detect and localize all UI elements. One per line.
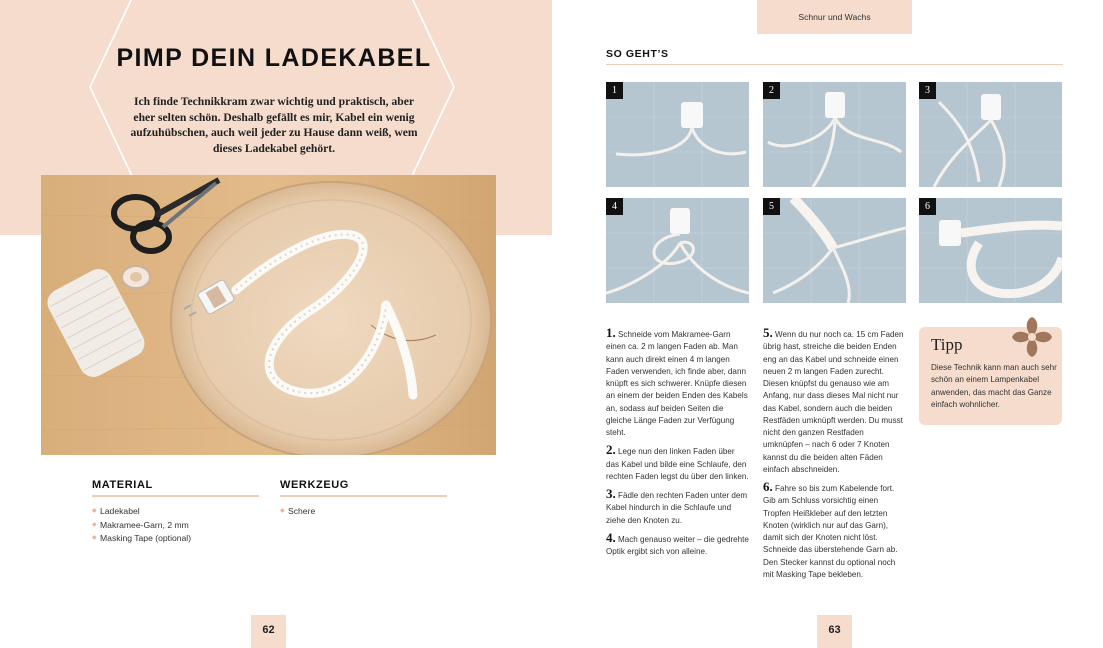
step-photo-2 — [763, 82, 906, 187]
material-item: ◆ Makramee-Garn, 2 mm — [92, 519, 259, 533]
step-5 — [763, 327, 906, 476]
flower-icon — [1011, 316, 1053, 358]
material-section — [92, 479, 259, 546]
tipp-title: Tipp — [931, 335, 963, 354]
step-number: 6. — [763, 479, 773, 494]
step-photo-number: 5 — [763, 198, 780, 215]
step-text: Mach genauso weiter – die gedrehte Optik ergibt sich von alleine. — [606, 534, 749, 556]
tipp-text: Diese Technik kann man auch sehr schön an einem Lampenkabel anwenden, das macht das Ganze einfach wohnlicher. — [931, 363, 1057, 409]
step-1 — [606, 327, 749, 439]
step-photo-number: 3 — [919, 82, 936, 99]
werkzeug-item: ◆ Schere — [280, 505, 447, 519]
werkzeug-section — [280, 479, 447, 519]
step-photo-4 — [606, 198, 749, 303]
step-photo-number: 4 — [606, 198, 623, 215]
step-photo-5 — [763, 198, 906, 303]
steps-column-2 — [763, 327, 906, 586]
step-4 — [606, 529, 749, 559]
step-photo-number: 2 — [763, 82, 780, 99]
step-text: Fädle den rechten Faden unter dem Kabel hindurch in die Schlaufe und ziehe den Knoten zu. — [606, 491, 748, 525]
material-item: ◆ Masking Tape (optional) — [92, 532, 259, 546]
step-3 — [606, 488, 749, 527]
step-photo-number: 1 — [606, 82, 623, 99]
material-heading: MATERIAL — [92, 479, 259, 497]
intro-text: Ich finde Technikkram zwar wichtig und praktisch, aber eher selten schön. Deshalb gefällt es mir, Kabel ein wenig aufzuhübschen, auch weil jeder zu Hause dann weiß, wem dieses Ladekabel gehört. — [130, 95, 418, 155]
step-number: 3. — [606, 486, 616, 501]
step-number: 4. — [606, 529, 616, 545]
step-text: Lege nun den linken Faden über das Kabel und bilde eine Schlaufe, den rechten Faden legst du über den linken. — [606, 447, 749, 481]
werkzeug-heading: WERKZEUG — [280, 479, 447, 497]
step-number: 5. — [763, 325, 773, 340]
werkzeug-list — [280, 505, 447, 519]
page-number-left: 62 — [251, 615, 286, 648]
step-photo-1 — [606, 82, 749, 187]
step-6 — [763, 481, 906, 581]
chapter-tab: Schnur und Wachs — [757, 0, 912, 34]
section-heading: SO GEHT’S — [606, 48, 1063, 65]
steps-column-1 — [606, 327, 749, 563]
step-photo-6 — [919, 198, 1062, 303]
tipp-box — [919, 327, 1062, 425]
page-number-right: 63 — [817, 615, 852, 648]
step-text: Schneide vom Makramee-Garn einen ca. 2 m langen Faden ab. Man kann auch direkt einen 4 m langen Faden verwenden, ich finde aber, dann knüpft es sich schwerer. Knüpfe diesen an einem der beiden Enden des Kabels an, sodass auf beiden Seiten die gleiche Länge Faden zur Verfügung steht. — [606, 330, 748, 437]
page-title: PIMP DEIN LADEKABEL — [116, 44, 432, 72]
step-photo-3 — [919, 82, 1062, 187]
step-text: Wenn du nur noch ca. 15 cm Faden übrig hast, streiche die beiden Enden eng an das Kabel und schneide einen neuen 2 m langen Faden zurecht. Diesen knüpfst du genauso wie am Anfang, nur dass dieses Mal nicht nur das Kabel, sondern auch die beiden Restfäden umknüpft werden. Du musst nicht den ganzen Restfaden umknüpfen – nach 6 oder 7 Knoten kannst du die beiden alten Fäden einfach abschneiden. — [763, 330, 904, 474]
step-number: 2. — [606, 442, 616, 458]
step-number: 1. — [606, 325, 616, 340]
step-2 — [606, 444, 749, 483]
step-photo-number: 6 — [919, 198, 936, 215]
material-list — [92, 505, 259, 546]
material-item: ◆ Ladekabel — [92, 505, 259, 519]
main-photo — [41, 175, 496, 455]
step-text: Fahre so bis zum Kabelende fort. Gib am Schluss vorsichtig einen Tropfen Heißkleber auf den letzten Knoten (wirklich nur auf das Garn), damit sich der Knoten nicht löst. Schneide das überstehende Garn ab. Den Stecker kannst du optional noch mit Masking Tape bekleben. — [763, 484, 898, 579]
